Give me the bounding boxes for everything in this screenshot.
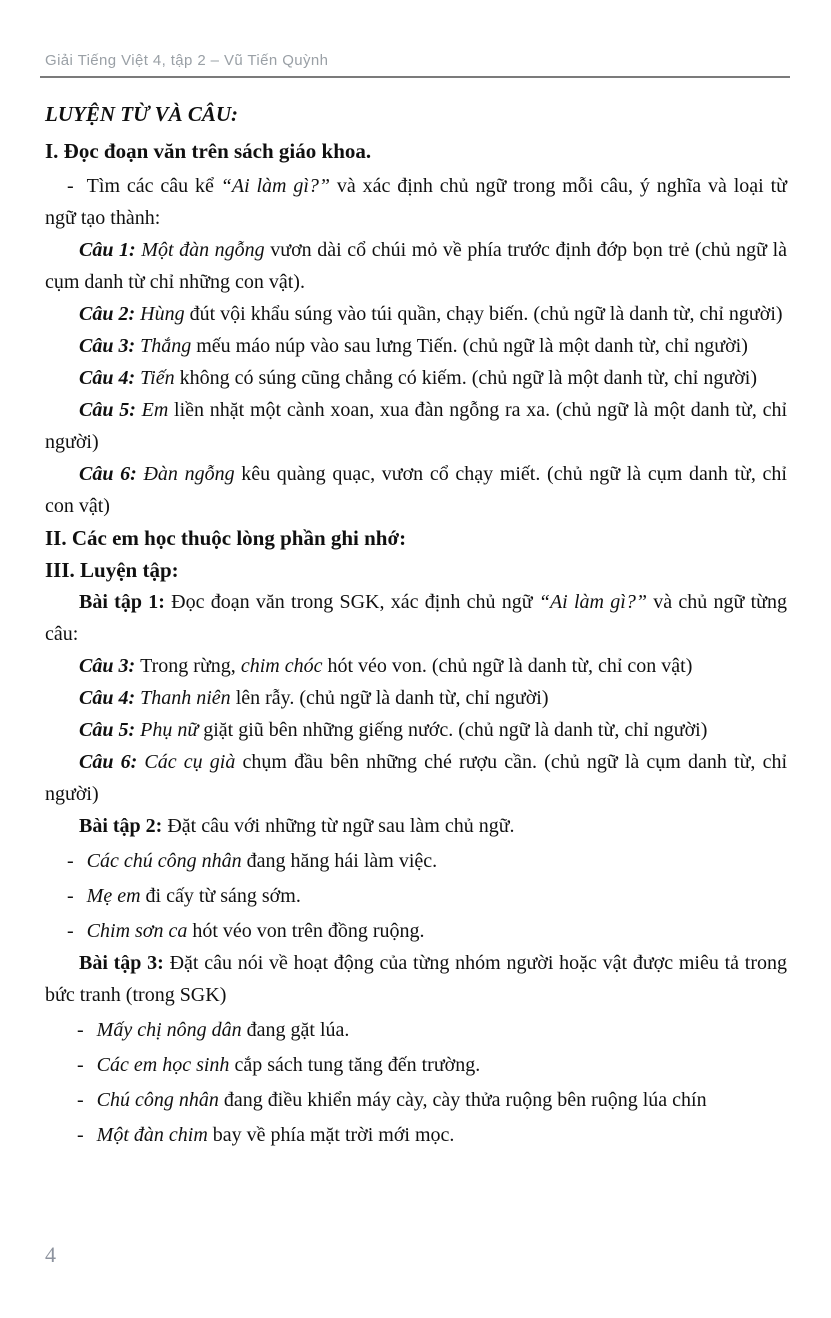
text-run: - [67, 175, 74, 197]
text-run: giặt giũ bên những giếng nước. (chủ ngữ là danh từ, chỉ người) [203, 719, 708, 741]
text-run: - [77, 1019, 84, 1041]
text-run: Câu 4: [79, 367, 141, 389]
text-run: Phụ nữ [140, 719, 204, 741]
para-bai-tap-1 [45, 586, 787, 650]
text-run: Chim sơn ca [86, 920, 193, 942]
paragraph-container [45, 135, 787, 1151]
para-cau-2 [45, 298, 787, 330]
text-run: Bài tập 1: [79, 591, 172, 613]
text-run: - [67, 920, 74, 942]
list-item [45, 845, 787, 877]
text-run: Bài tập 2: [79, 815, 168, 837]
text-run: Câu 4: [79, 687, 141, 709]
text-run: - [77, 1054, 84, 1076]
text-run: - [77, 1089, 84, 1111]
text-run: Trong rừng, [140, 655, 241, 677]
list-item [45, 915, 787, 947]
document-body [45, 97, 787, 1151]
text-run: Câu 3: [79, 655, 141, 677]
para-bt1-cau-3 [45, 650, 787, 682]
para-bt1-cau-6 [45, 746, 787, 810]
text-run: - [77, 1124, 84, 1146]
text-run: - [67, 850, 74, 872]
text-run: I. Đọc đoạn văn trên sách giáo khoa. [45, 139, 372, 163]
text-run: cắp sách tung tăng đến trường. [234, 1054, 481, 1076]
text-run: Câu 3: [79, 335, 141, 357]
para-cau-6 [45, 458, 787, 522]
list-item [45, 1049, 787, 1081]
text-run: Câu 6: [79, 463, 144, 485]
heading-section-2 [45, 522, 787, 554]
text-run: chim chóc [240, 655, 328, 677]
text-run: “Ai làm gì?” [538, 591, 647, 613]
running-header: Giải Tiếng Việt 4, tập 2 – Vũ Tiến Quỳnh [45, 52, 329, 69]
page-number: 4 [45, 1242, 56, 1267]
text-run: và xác định chủ ngữ trong mỗi câu, ý nghĩa và loại từ ngữ tạo thành: [45, 175, 788, 229]
list-item [45, 1119, 787, 1151]
text-run: chụm đầu bên những ché rượu cần. (chủ ngữ là cụm danh từ, chỉ người) [45, 751, 787, 805]
text-run: Đọc đoạn văn trong SGK, xác định chủ ngữ [171, 591, 539, 613]
text-run: II. Các em học thuộc lòng phần ghi nhớ: [45, 526, 407, 550]
text-run: đang gặt lúa. [246, 1019, 350, 1041]
text-run: “Ai làm gì?” [220, 175, 331, 197]
text-run: lên rẫy. (chủ ngữ là danh từ, chỉ người) [235, 687, 549, 709]
para-bai-tap-2 [45, 810, 787, 842]
text-run: Tiến [140, 367, 180, 389]
text-run: mếu máo núp vào sau lưng Tiến. (chủ ngữ là một danh từ, chỉ người) [196, 335, 748, 357]
para-cau-5 [45, 394, 787, 458]
para-bt1-cau-5 [45, 714, 787, 746]
text-run: - [67, 885, 74, 907]
text-run: Một đàn chim [96, 1124, 213, 1146]
text-run: Thắng [140, 335, 197, 357]
text-run: đang điều khiển máy cày, cày thửa ruộng bên ruộng lúa chín [223, 1089, 707, 1111]
text-run: III. Luyện tập: [45, 558, 179, 582]
para-cau-3 [45, 330, 787, 362]
list-item [45, 880, 787, 912]
para-cau-1 [45, 234, 787, 298]
text-run: Đàn ngỗng [143, 463, 242, 485]
text-run: Hùng [140, 303, 190, 325]
text-run: Một đàn ngỗng [141, 239, 271, 261]
header-divider [40, 76, 790, 78]
text-run: liền nhặt một cành xoan, xua đàn ngỗng ra xa. (chủ ngữ là một danh từ, chỉ người) [45, 399, 788, 453]
text-run: Em [141, 399, 175, 421]
para-bai-tap-3 [45, 947, 787, 1011]
text-run: Đặt câu với những từ ngữ sau làm chủ ngữ. [167, 815, 515, 837]
text-run: Mẹ em [86, 885, 146, 907]
text-run: không có súng cũng chẳng có kiếm. (chủ ngữ là một danh từ, chỉ người) [179, 367, 757, 389]
list-item [45, 1084, 787, 1116]
text-run: Thanh niên [140, 687, 236, 709]
text-run: Câu 1: [79, 239, 142, 261]
text-run: đi cấy từ sáng sớm. [145, 885, 301, 907]
text-run: Chú công nhân [96, 1089, 224, 1111]
para-task-intro [45, 170, 787, 234]
heading-section-1 [45, 135, 787, 167]
text-run: Câu 5: [79, 719, 141, 741]
text-run: hót véo von. (chủ ngữ là danh từ, chỉ con vật) [327, 655, 693, 677]
text-run: vươn dài cổ chúi mỏ về phía trước định đớp bọn trẻ (chủ ngữ là cụm danh từ chỉ những con vật). [45, 239, 788, 293]
text-run: bay về phía mặt trời mới mọc. [212, 1124, 455, 1146]
text-run: Câu 2: [79, 303, 141, 325]
text-run: Các cụ già [144, 751, 243, 773]
text-run: Bài tập 3: [79, 952, 170, 974]
heading-section-3 [45, 554, 787, 586]
para-bt1-cau-4 [45, 682, 787, 714]
text-run: và chủ ngữ từng câu: [45, 591, 787, 645]
text-run: Câu 5: [79, 399, 142, 421]
para-cau-4 [45, 362, 787, 394]
text-run: Đặt câu nói về hoạt động của từng nhóm người hoặc vật được miêu tả trong bức tranh (trong SGK) [45, 952, 787, 1006]
text-run: kêu quàng quạc, vươn cổ chạy miết. (chủ ngữ là cụm danh từ, chỉ con vật) [45, 463, 787, 517]
text-run: đang hăng hái làm việc. [246, 850, 438, 872]
text-run: Câu 6: [79, 751, 145, 773]
page-title: LUYỆN TỪ VÀ CÂU: [45, 102, 239, 126]
list-item [45, 1014, 787, 1046]
text-run: Mấy chị nông dân [96, 1019, 247, 1041]
text-run: Các chú công nhân [86, 850, 247, 872]
text-run: đút vội khẩu súng vào túi quần, chạy biến. (chủ ngữ là danh từ, chỉ người) [189, 303, 783, 325]
text-run: Các em học sinh [96, 1054, 235, 1076]
text-run: Tìm các câu kể [86, 175, 221, 197]
text-run: hót véo von trên đồng ruộng. [192, 920, 425, 942]
